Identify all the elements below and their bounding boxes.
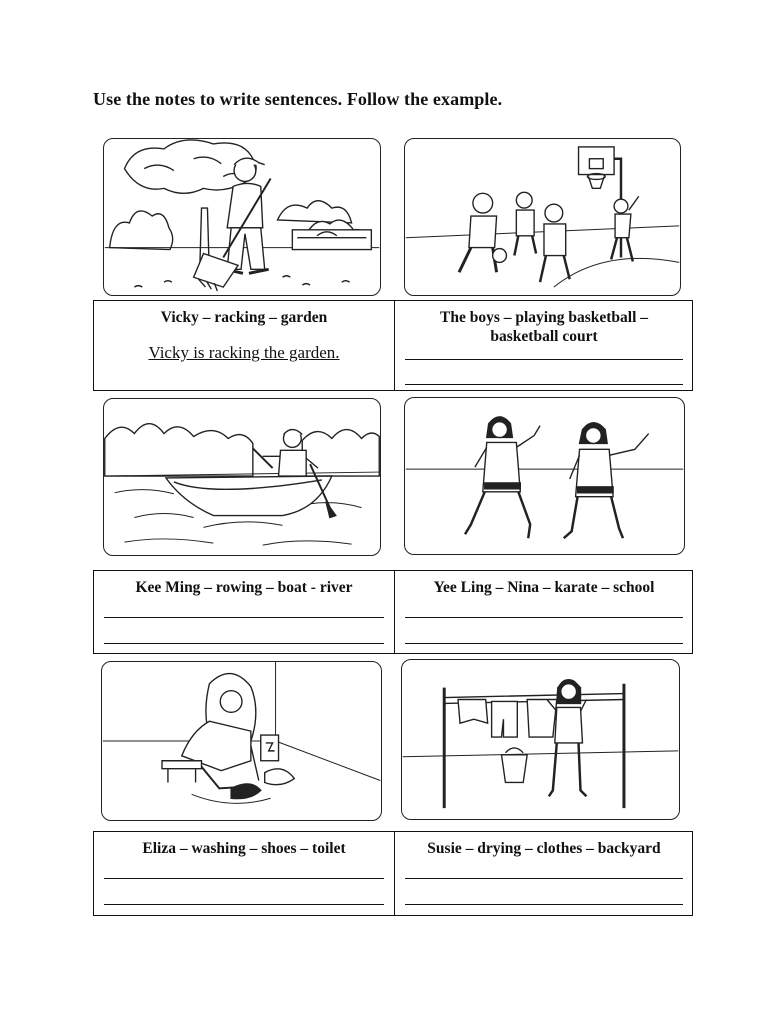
notes-text: Kee Ming – rowing – boat - river [135,579,353,596]
answer-line[interactable] [405,359,683,360]
picture-boys-basketball [404,138,681,296]
notes-text: Vicky – racking – garden [160,309,328,326]
answer-line[interactable] [405,384,683,385]
example-answer: Vicky is racking the garden. [148,343,340,362]
exercise-kee-ming [94,571,394,653]
instruction-text: Use the notes to write sentences. Follow the example. [93,89,503,109]
exercise-row-2 [93,570,693,654]
answer-line[interactable] [104,878,384,879]
notes-text: Yee Ling – Nina – karate – school [433,579,655,596]
exercise-yee-ling [394,571,693,653]
answer-line[interactable] [405,904,683,905]
picture-eliza-washing-shoes [101,661,382,821]
exercise-row-1 [93,300,693,391]
exercise-boys [394,301,693,390]
answer-line[interactable] [405,878,683,879]
exercise-susie [394,832,693,915]
answer-line[interactable] [104,904,384,905]
answer-line[interactable] [104,643,384,644]
answer-line[interactable] [405,643,683,644]
notes-text: The boys – playing basketball – basketball court [439,309,649,345]
notes-text: Susie – drying – clothes – backyard [427,840,661,857]
picture-vicky-raking-garden [103,138,381,296]
exercise-vicky [94,301,394,390]
picture-karate-girls [404,397,685,555]
picture-susie-drying-clothes [401,659,680,820]
answer-line[interactable] [104,617,384,618]
picture-kee-ming-rowing [103,398,381,556]
exercise-row-3 [93,831,693,916]
answer-line[interactable] [405,617,683,618]
notes-text: Eliza – washing – shoes – toilet [142,840,346,857]
exercise-eliza [94,832,394,915]
